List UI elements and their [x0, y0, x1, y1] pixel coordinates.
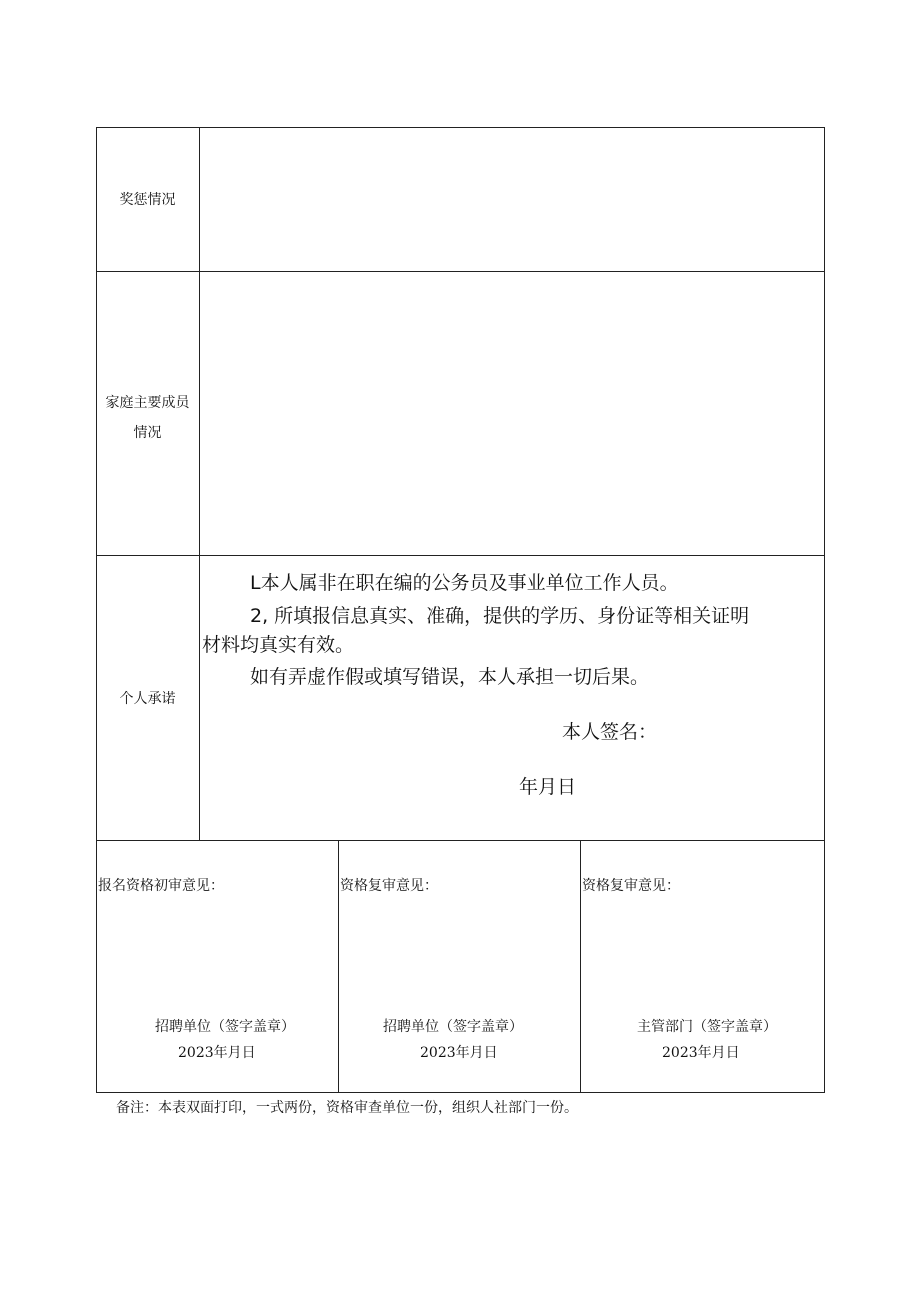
signature-label: 本人签名： [562, 721, 658, 743]
row-divider [96, 555, 825, 556]
commitment-date: 年月日 [519, 776, 577, 798]
initial-review-title: 报名资格初审意见： [98, 878, 224, 894]
row-divider [96, 840, 825, 841]
footnote: 备注：本表双面打印，一式两份，资格审查单位一份，组织人社部门一份。 [116, 1100, 578, 1116]
family-label-line2: 情况 [133, 425, 162, 441]
column-divider [338, 840, 339, 1093]
family-content-field[interactable] [200, 272, 824, 555]
recheck-review-title: 资格复审意见： [340, 878, 438, 894]
initial-review-date: 2023年月日 [178, 1045, 256, 1061]
dept-review-date: 2023年月日 [662, 1045, 740, 1061]
commitment-item-2-line2: 材料均真实有效。 [202, 634, 355, 656]
commitment-item-3: 如有弄虚作假或填写错误，本人承担一切后果。 [250, 666, 650, 688]
awards-content-field[interactable] [200, 128, 824, 271]
commitment-item-1: L本人属非在职在编的公务员及事业单位工作人员。 [250, 572, 679, 594]
column-divider [580, 840, 581, 1093]
family-label-line1: 家庭主要成员 [105, 395, 190, 411]
dept-review-signer: 主管部门（签字盖章） [637, 1019, 777, 1035]
commitment-item-2-line1: 2, 所填报信息真实、准确，提供的学历、身份证等相关证明 [250, 605, 750, 627]
awards-label: 奖惩情况 [119, 192, 176, 208]
recheck-review-date: 2023年月日 [420, 1045, 498, 1061]
dept-review-title: 资格复审意见： [582, 878, 680, 894]
recheck-review-signer: 招聘单位（签字盖章） [383, 1019, 523, 1035]
initial-review-signer: 招聘单位（签字盖章） [155, 1019, 295, 1035]
family-label [96, 388, 199, 448]
commitment-label: 个人承诺 [119, 691, 176, 707]
